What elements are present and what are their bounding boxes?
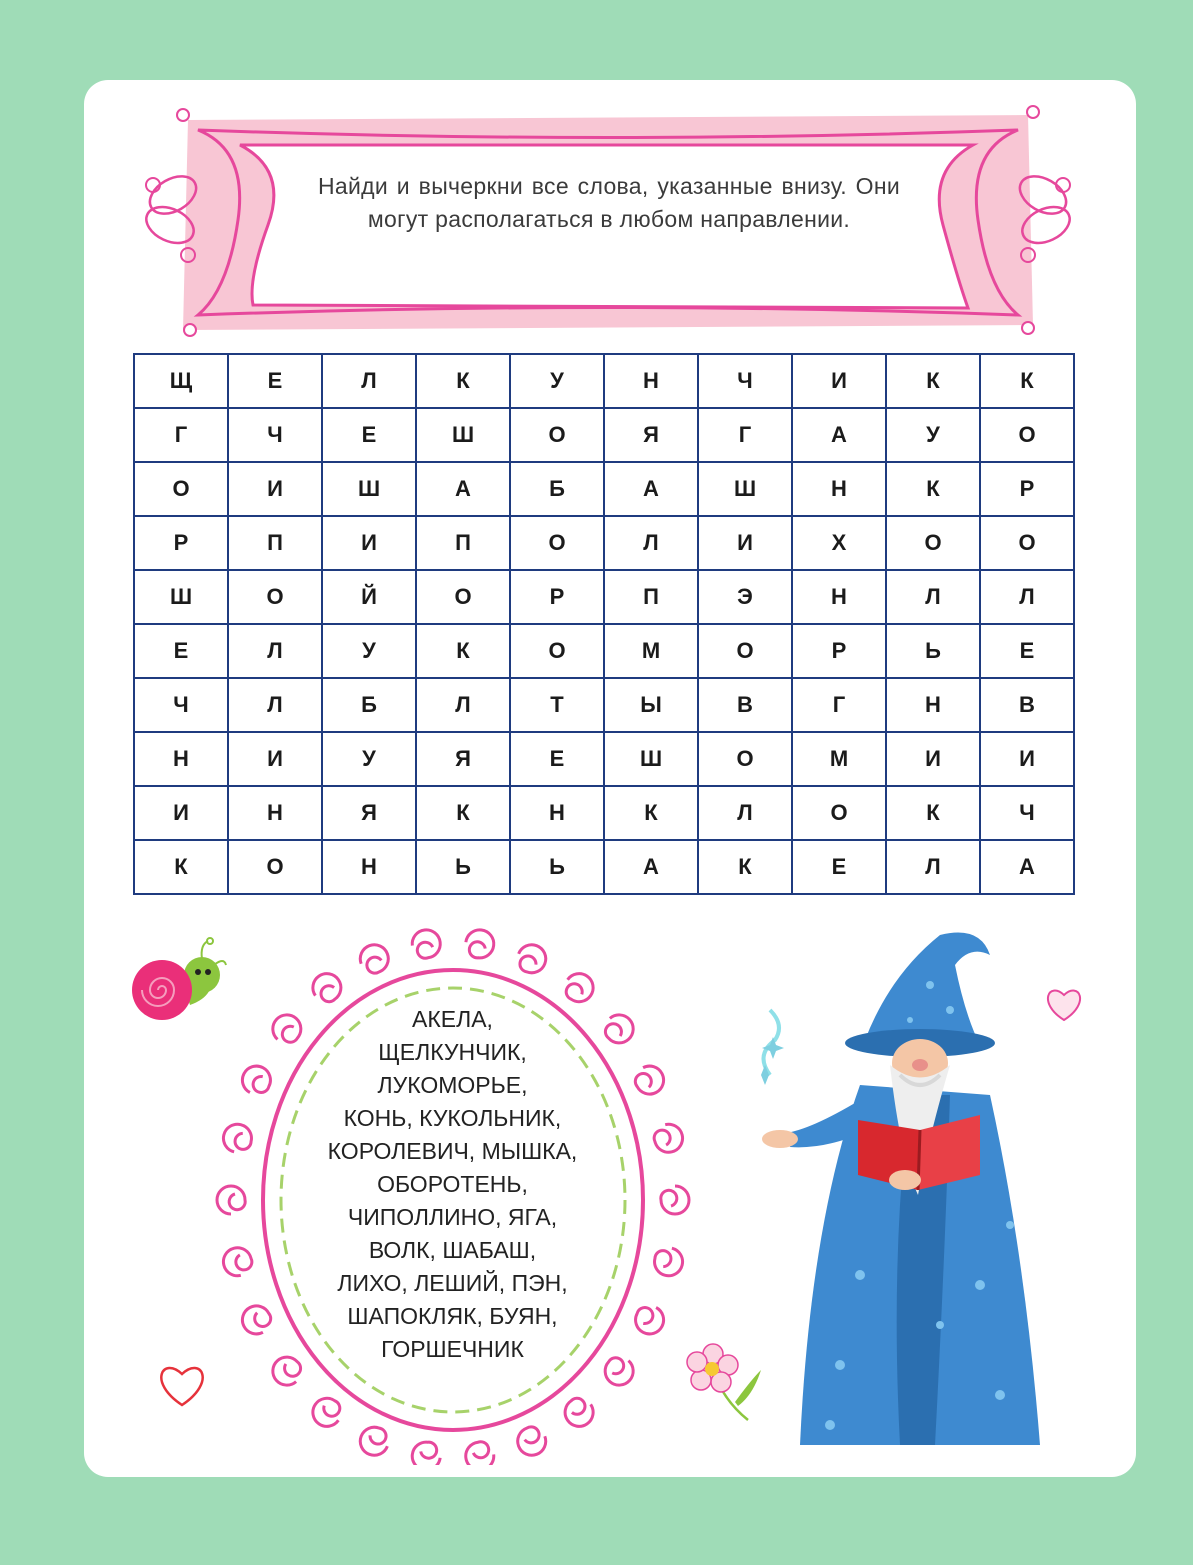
grid-cell[interactable]: М: [604, 624, 698, 678]
grid-cell[interactable]: И: [980, 732, 1074, 786]
curl-ornament: [560, 1393, 599, 1432]
grid-cell[interactable]: Е: [792, 840, 886, 894]
grid-cell[interactable]: К: [416, 624, 510, 678]
grid-cell[interactable]: Ш: [322, 462, 416, 516]
grid-cell[interactable]: Г: [134, 408, 228, 462]
grid-cell[interactable]: Х: [792, 516, 886, 570]
grid-row: [134, 678, 1074, 732]
grid-cell[interactable]: О: [792, 786, 886, 840]
grid-cell[interactable]: И: [228, 732, 322, 786]
grid-cell[interactable]: Л: [886, 570, 980, 624]
grid-cell[interactable]: Н: [792, 462, 886, 516]
grid-cell[interactable]: Н: [322, 840, 416, 894]
grid-cell[interactable]: О: [886, 516, 980, 570]
grid-cell[interactable]: Ч: [134, 678, 228, 732]
grid-cell[interactable]: Э: [698, 570, 792, 624]
curl-ornament: [411, 928, 442, 959]
grid-cell[interactable]: К: [886, 786, 980, 840]
grid-cell[interactable]: Н: [886, 678, 980, 732]
grid-cell[interactable]: Г: [698, 408, 792, 462]
grid-cell[interactable]: О: [510, 516, 604, 570]
word-search-grid: [133, 353, 1075, 895]
grid-cell[interactable]: А: [604, 840, 698, 894]
grid-cell[interactable]: О: [980, 408, 1074, 462]
curl-ornament: [307, 1393, 346, 1432]
wizard-illustration: [740, 925, 1090, 1455]
curl-ornament: [356, 941, 392, 977]
grid-cell[interactable]: Л: [416, 678, 510, 732]
grid-cell[interactable]: К: [416, 354, 510, 408]
grid-cell[interactable]: О: [980, 516, 1074, 570]
grid-cell[interactable]: К: [698, 840, 792, 894]
grid-row: [134, 840, 1074, 894]
grid-cell[interactable]: Ь: [510, 840, 604, 894]
grid-cell[interactable]: П: [228, 516, 322, 570]
grid-cell[interactable]: П: [604, 570, 698, 624]
grid-cell[interactable]: Н: [792, 570, 886, 624]
word-item: ЛУКОМОРЬЕ,: [377, 1072, 528, 1098]
instruction-text: Найди и вычеркни все слова, указанные внизу. Они могут располагаться в любом направлении.: [318, 173, 900, 232]
grid-cell[interactable]: И: [134, 786, 228, 840]
grid-cell[interactable]: Е: [228, 354, 322, 408]
grid-cell[interactable]: О: [510, 624, 604, 678]
grid-cell[interactable]: Г: [792, 678, 886, 732]
word-item: ГОРШЕЧНИК: [381, 1336, 524, 1362]
grid-cell[interactable]: К: [886, 462, 980, 516]
grid-cell[interactable]: И: [698, 516, 792, 570]
grid-cell[interactable]: М: [792, 732, 886, 786]
grid-cell[interactable]: В: [698, 678, 792, 732]
grid-cell[interactable]: У: [510, 354, 604, 408]
grid-row: [134, 354, 1074, 408]
grid-cell[interactable]: К: [416, 786, 510, 840]
curl-ornament: [560, 968, 599, 1007]
word-item: ШАПОКЛЯК, БУЯН,: [347, 1303, 558, 1329]
grid-cell[interactable]: Р: [980, 462, 1074, 516]
grid-cell[interactable]: Ш: [604, 732, 698, 786]
grid-cell[interactable]: Е: [980, 624, 1074, 678]
word-item: КОНЬ, КУКОЛЬНИК,: [343, 1105, 562, 1131]
grid-cell[interactable]: К: [980, 354, 1074, 408]
grid-cell[interactable]: Б: [322, 678, 416, 732]
grid-cell[interactable]: У: [886, 408, 980, 462]
curl-ornament: [661, 1186, 689, 1214]
grid-cell[interactable]: Е: [134, 624, 228, 678]
heart-icon: [155, 1360, 210, 1410]
grid-cell[interactable]: Л: [698, 786, 792, 840]
grid-cell[interactable]: Н: [510, 786, 604, 840]
grid-cell[interactable]: В: [980, 678, 1074, 732]
grid-row: [134, 516, 1074, 570]
grid-row: [134, 786, 1074, 840]
grid-cell[interactable]: И: [792, 354, 886, 408]
grid-cell[interactable]: Е: [510, 732, 604, 786]
grid-cell[interactable]: О: [416, 570, 510, 624]
grid-cell[interactable]: А: [980, 840, 1074, 894]
grid-cell[interactable]: Ч: [228, 408, 322, 462]
word-item: АКЕЛА,: [412, 1006, 493, 1032]
word-item: ВОЛК, ШАБАШ,: [368, 1237, 537, 1263]
grid-cell[interactable]: Н: [134, 732, 228, 786]
grid-cell[interactable]: Ч: [698, 354, 792, 408]
word-item: ОБОРОТЕНЬ,: [377, 1171, 528, 1197]
curl-ornament: [217, 1186, 245, 1214]
grid-cell[interactable]: О: [698, 624, 792, 678]
grid-cell[interactable]: Я: [604, 408, 698, 462]
grid-cell[interactable]: И: [228, 462, 322, 516]
curl-ornament: [221, 1245, 255, 1279]
grid-cell[interactable]: О: [134, 462, 228, 516]
grid-cell[interactable]: Л: [228, 624, 322, 678]
grid-cell[interactable]: К: [134, 840, 228, 894]
grid-cell[interactable]: Щ: [134, 354, 228, 408]
curl-ornament: [651, 1121, 685, 1155]
grid-cell[interactable]: Ь: [416, 840, 510, 894]
grid-cell[interactable]: А: [604, 462, 698, 516]
grid-cell[interactable]: Р: [134, 516, 228, 570]
grid-cell[interactable]: У: [322, 624, 416, 678]
curl-ornament: [411, 1440, 442, 1465]
curl-ornament: [514, 941, 550, 977]
grid-cell[interactable]: О: [510, 408, 604, 462]
grid-row: [134, 462, 1074, 516]
grid-cell[interactable]: Н: [228, 786, 322, 840]
curl-ornament: [631, 1061, 669, 1099]
grid-cell[interactable]: Т: [510, 678, 604, 732]
grid-cell[interactable]: Б: [510, 462, 604, 516]
curl-ornament: [221, 1121, 255, 1155]
word-item: ЛИХО, ЛЕШИЙ, ПЭН,: [337, 1270, 568, 1296]
curl-ornament: [307, 968, 346, 1007]
grid-cell[interactable]: Р: [792, 624, 886, 678]
grid-cell[interactable]: Р: [510, 570, 604, 624]
grid-cell[interactable]: Л: [322, 354, 416, 408]
grid-row: [134, 732, 1074, 786]
curl-ornament: [631, 1301, 669, 1339]
grid-cell[interactable]: Ш: [698, 462, 792, 516]
grid-cell[interactable]: У: [322, 732, 416, 786]
word-list: [290, 1003, 615, 1366]
curl-ornament: [238, 1061, 276, 1099]
grid-row: [134, 570, 1074, 624]
curl-ornament: [651, 1245, 685, 1279]
grid-cell[interactable]: Я: [322, 786, 416, 840]
grid-cell[interactable]: Е: [322, 408, 416, 462]
curl-ornament: [514, 1423, 550, 1459]
grid-cell[interactable]: О: [698, 732, 792, 786]
curl-ornament: [238, 1301, 276, 1339]
grid-cell[interactable]: Л: [886, 840, 980, 894]
grid-cell[interactable]: Ш: [134, 570, 228, 624]
grid-cell[interactable]: Л: [228, 678, 322, 732]
grid-cell[interactable]: Ш: [416, 408, 510, 462]
grid-cell[interactable]: К: [604, 786, 698, 840]
word-item: ЩЕЛКУНЧИК,: [378, 1039, 527, 1065]
grid-cell[interactable]: Л: [604, 516, 698, 570]
grid-row: [134, 408, 1074, 462]
grid-cell[interactable]: И: [322, 516, 416, 570]
word-item: ЧИПОЛЛИНО, ЯГА,: [347, 1204, 558, 1230]
grid-cell[interactable]: Ы: [604, 678, 698, 732]
curl-ornament: [464, 928, 495, 959]
grid-cell[interactable]: П: [416, 516, 510, 570]
grid-cell[interactable]: Й: [322, 570, 416, 624]
grid-cell[interactable]: Ч: [980, 786, 1074, 840]
grid-cell[interactable]: Ь: [886, 624, 980, 678]
word-item: КОРОЛЕВИЧ, МЫШКА,: [327, 1138, 578, 1164]
grid-cell[interactable]: О: [228, 570, 322, 624]
grid-cell[interactable]: И: [886, 732, 980, 786]
curl-ornament: [464, 1440, 495, 1465]
grid-cell[interactable]: К: [886, 354, 980, 408]
curl-ornament: [356, 1423, 392, 1459]
grid-cell[interactable]: О: [228, 840, 322, 894]
grid-cell[interactable]: Я: [416, 732, 510, 786]
grid-cell[interactable]: А: [792, 408, 886, 462]
grid-row: [134, 624, 1074, 678]
grid-cell[interactable]: Л: [980, 570, 1074, 624]
grid-cell[interactable]: А: [416, 462, 510, 516]
grid-cell[interactable]: Н: [604, 354, 698, 408]
